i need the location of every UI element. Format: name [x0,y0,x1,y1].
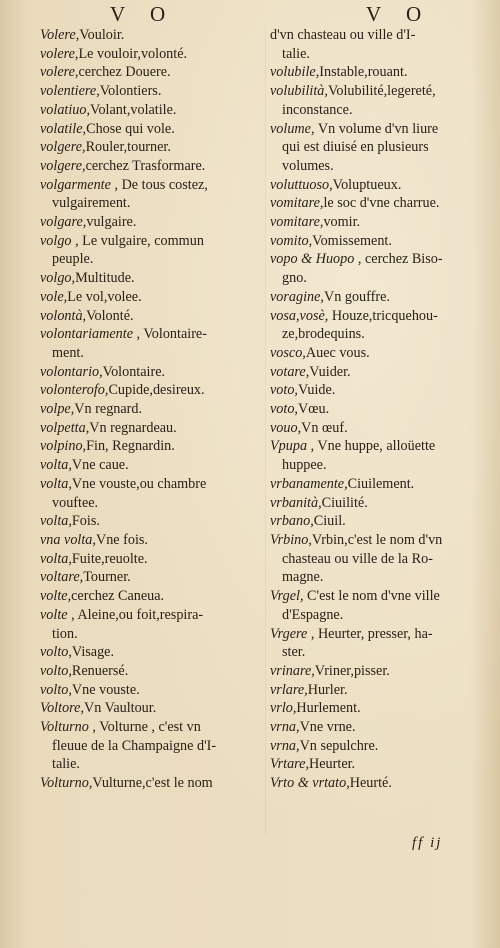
dictionary-entry [40,681,262,700]
dictionary-entry [270,120,492,176]
entry-definition: Hurlement. [296,700,361,717]
entry-definition: cerchez Douere. [78,64,171,81]
entry-definition: cerchez Trasformare. [85,157,206,174]
dictionary-entry [270,400,492,419]
entry-headword: volontà, [40,307,87,324]
dictionary-entry [40,381,262,400]
entry-definition: Vulturne,c'est le nom [92,775,213,792]
entry-headword: Volturno, [40,775,93,792]
entry-headword: vrlo, [270,700,297,717]
entry-headword: Vrgel, [270,588,304,605]
entry-continuation: talie. [52,756,80,773]
entry-headword: volta, [40,550,72,567]
entry-definition: Vn Vaultour. [84,700,157,717]
dictionary-entry [270,475,492,494]
entry-definition: , De tous costez, [110,176,208,193]
entry-definition: Le vol,volee. [67,288,142,305]
dictionary-entry [40,232,262,269]
entry-headword: volubile, [270,64,320,81]
entry-headword: volatile, [40,120,87,137]
entry-headword: volta, [40,513,72,530]
left-column [40,26,262,793]
entry-headword: volpetta, [40,419,90,436]
entry-definition: Volant,volatile. [90,101,177,118]
entry-headword: Vrto & vrtato, [270,775,350,792]
dictionary-entry [270,531,492,587]
running-head [0,2,500,28]
entry-headword: vrinare, [270,662,315,679]
entry-continuation: magne. [282,569,324,586]
entry-definition: Le vouloir,volonté. [78,45,188,62]
entry-headword: volgere, [40,139,86,156]
dictionary-entry [270,718,492,737]
dictionary-entry [40,101,262,120]
entry-headword: volere, [40,64,79,81]
entry-continuation: qui est diuisé en plusieurs [282,139,429,156]
running-head-left: V O [110,2,176,26]
entry-definition: Vn œuf. [301,419,348,436]
dictionary-entry [40,643,262,662]
entry-headword: volgo [40,232,72,249]
dictionary-entry [270,194,492,213]
entry-definition: , Le vulgaire, commun [71,232,204,249]
entry-definition: vomir. [323,214,361,231]
entry-definition: Ciuilement. [347,475,415,492]
entry-continuation: tion. [52,625,78,642]
entry-headword: volto, [40,662,72,679]
signature-mark: ff ij [412,835,443,851]
dictionary-entry [40,606,262,643]
dictionary-entry [270,363,492,382]
entry-definition: Vn regnard. [74,401,143,418]
entry-definition: , Heurter, presser, ha- [307,625,433,642]
dictionary-entry [270,26,492,63]
entry-headword: volgere, [40,157,86,174]
dictionary-entry [270,699,492,718]
entry-headword: volubilità, [270,83,328,100]
dictionary-entry [40,699,262,718]
entry-definition: Multitude. [75,270,135,287]
dictionary-entry [40,138,262,157]
dictionary-entry [270,755,492,774]
entry-definition: Fin, Regnardin. [86,438,175,455]
entry-headword: volta, [40,457,72,474]
entry-headword: vrna, [270,719,300,736]
dictionary-entry [40,400,262,419]
entry-definition: Instable,rouant. [319,64,408,81]
entry-headword: volontario, [40,363,103,380]
entry-headword: vna volta, [40,531,96,548]
dictionary-entry [270,587,492,624]
entry-continuation: vulgairement. [52,195,131,212]
dictionary-entry [40,550,262,569]
entry-definition: Fuite,reuolte. [71,550,148,567]
entry-headword: volonterofo, [40,382,109,399]
entry-definition: Vn volume d'vn liure [314,120,439,137]
entry-definition: cerchez Caneua. [71,588,165,605]
entry-continuation: ster. [282,644,306,661]
dictionary-entry [270,232,492,251]
dictionary-entry [40,63,262,82]
entry-definition: Vriner,pisser. [314,662,390,679]
entry-continuation: chasteau ou ville de la Ro- [282,550,433,567]
entry-headword: vouo, [270,419,302,436]
entry-headword: volgarmente [40,176,111,193]
entry-headword: voragine, [270,288,324,305]
entry-definition: C'est le nom d'vne ville [303,588,440,605]
entry-continuation: peuple. [52,251,94,268]
dictionary-entry [40,437,262,456]
dictionary-entry [40,774,262,793]
entry-definition: d'vn chasteau ou ville d'I- [270,27,416,43]
entry-definition: Vouloir. [79,27,125,43]
running-head-right: V O [366,2,432,26]
entry-headword: voto, [270,401,298,418]
dictionary-entry [40,213,262,232]
dictionary-entry [40,475,262,512]
entry-headword: Voltore, [40,700,85,717]
dictionary-entry [40,531,262,550]
entry-headword: volpino, [40,438,87,455]
entry-continuation: inconstance. [282,101,353,118]
entry-headword: volume, [270,120,315,137]
entry-continuation: gno. [282,270,307,287]
dictionary-entry [40,120,262,139]
entry-headword: volatiuo, [40,101,91,118]
entry-continuation: ze,brodequins. [282,326,365,343]
entry-definition: , Volturne , c'est vn [88,719,201,736]
dictionary-entry [270,250,492,287]
entry-definition: Volontaire. [102,363,166,380]
dictionary-entry [40,26,262,45]
entry-definition: Tourner. [83,569,131,586]
entry-definition: , cerchez Biso- [354,251,443,268]
dictionary-entry [40,512,262,531]
entry-headword: vosco, [270,344,306,361]
dictionary-entry [270,737,492,756]
entry-continuation: d'Espagne. [282,606,344,623]
entry-headword: voto, [270,382,298,399]
dictionary-entry [270,213,492,232]
entry-definition: Vrbin,c'est le nom d'vn [311,531,443,548]
entry-definition: Heurter. [309,756,356,773]
dictionary-entry [270,512,492,531]
dictionary-entry [40,587,262,606]
entry-definition: Vn gouffre. [323,288,390,305]
dictionary-entry [270,63,492,82]
entry-headword: vrbanità, [270,494,322,511]
entry-headword: votare, [270,363,310,380]
entry-headword: volere, [40,45,79,62]
entry-definition: vulgaire. [86,214,137,231]
dictionary-entry [270,774,492,793]
entry-headword: volgo, [40,270,76,287]
dictionary-entry [40,45,262,64]
entry-definition: Heurté. [349,775,392,792]
entry-definition: Ciuil. [313,513,346,530]
right-column [270,26,492,793]
entry-headword: vrlare, [270,681,308,698]
dictionary-entry [270,662,492,681]
dictionary-entry [270,419,492,438]
entry-headword: voltare, [40,569,84,586]
entry-definition: Vne vouste,ou chambre [71,475,207,492]
entry-definition: le soc d'vne charrue. [323,195,440,212]
entry-definition: Vuide. [297,382,336,399]
entry-headword: Vpupa [270,438,308,455]
dictionary-entry [40,307,262,326]
entry-definition: , Vne huppe, alloüette [307,438,436,455]
entry-definition: Volubilité,legereté, [327,83,436,100]
entry-continuation: huppee. [282,457,327,474]
entry-headword: vosa,vosè, [270,307,329,324]
entry-headword: volte [40,606,68,623]
entry-headword: volto, [40,644,72,661]
dictionary-entry [270,381,492,400]
dictionary-entry [40,269,262,288]
entry-definition: Volontiers. [99,83,162,100]
entry-definition: Houze,tricquehou- [328,307,438,324]
entry-headword: volta, [40,475,72,492]
entry-headword: vrbano, [270,513,314,530]
entry-headword: Volere, [40,27,80,43]
dictionary-entry [270,344,492,363]
dictionary-entry [40,363,262,382]
entry-headword: volgare, [40,214,87,231]
entry-headword: vrna, [270,737,300,754]
entry-definition: Visage. [71,644,115,661]
entry-definition: Ciuilité. [321,494,368,511]
entry-definition: Auec vous. [305,344,370,361]
entry-definition: Vomissement. [312,232,392,249]
entry-definition: Voluptueux. [332,176,402,193]
entry-continuation: vouftee. [52,494,99,511]
entry-definition: Vn regnardeau. [89,419,177,436]
entry-definition: Chose qui vole. [86,120,175,137]
entry-definition: Vuider. [309,363,351,380]
entry-definition: Vœu. [297,401,330,418]
dictionary-entry [40,176,262,213]
dictionary-entry [270,307,492,344]
entry-definition: Renuersé. [71,662,129,679]
entry-continuation: talie. [282,45,310,62]
entry-continuation: volumes. [282,157,334,174]
entry-headword: volte, [40,588,72,605]
entry-headword: vomito, [270,232,313,249]
dictionary-entry [40,419,262,438]
dictionary-entry [270,625,492,662]
dictionary-entry [40,82,262,101]
dictionary-entry [270,288,492,307]
entry-headword: vomitare, [270,214,324,231]
dictionary-entry [270,176,492,195]
entry-definition: Cupide,desireux. [108,382,205,399]
entry-headword: Volturno [40,719,89,736]
entry-headword: voluttuoso, [270,176,333,193]
dictionary-entry [40,662,262,681]
dictionary-entry [40,568,262,587]
entry-headword: vole, [40,288,68,305]
entry-definition: Vne vouste. [71,681,140,698]
entry-headword: volto, [40,681,72,698]
dictionary-entry [40,157,262,176]
entry-continuation: fleuue de la Champaigne d'I- [52,737,217,754]
entry-headword: volontariamente [40,326,133,343]
entry-headword: Vrbino, [270,531,312,548]
entry-continuation: ment. [52,344,84,361]
dictionary-entry [270,494,492,513]
entry-definition: Vn sepulchre. [299,737,379,754]
entry-definition: Volonté. [86,307,134,324]
entry-headword: volentiere, [40,83,100,100]
entry-definition: Rouler,tourner. [85,139,171,156]
entry-definition: , Volontaire- [133,326,207,343]
entry-headword: vopo & Huopo [270,251,355,268]
dictionary-entry [270,437,492,474]
dictionary-entry [270,681,492,700]
dictionary-entry [40,288,262,307]
entry-headword: Vrtare, [270,756,310,773]
entry-definition: Fois. [71,513,100,530]
entry-headword: vrbanamente, [270,475,348,492]
dictionary-entry [40,718,262,774]
entry-headword: vomitare, [270,195,324,212]
entry-headword: Vrgere [270,625,308,642]
entry-definition: Vne vrne. [299,719,356,736]
entry-definition: Hurler. [307,681,348,698]
dictionary-entry [40,325,262,362]
entry-headword: volpe, [40,401,75,418]
column-gutter [265,26,266,836]
dictionary-entry [40,456,262,475]
entry-definition: , Aleine,ou foit,respira- [67,606,204,623]
entry-definition: Vne fois. [95,531,148,548]
dictionary-entry [270,82,492,119]
entry-definition: Vne caue. [71,457,129,474]
